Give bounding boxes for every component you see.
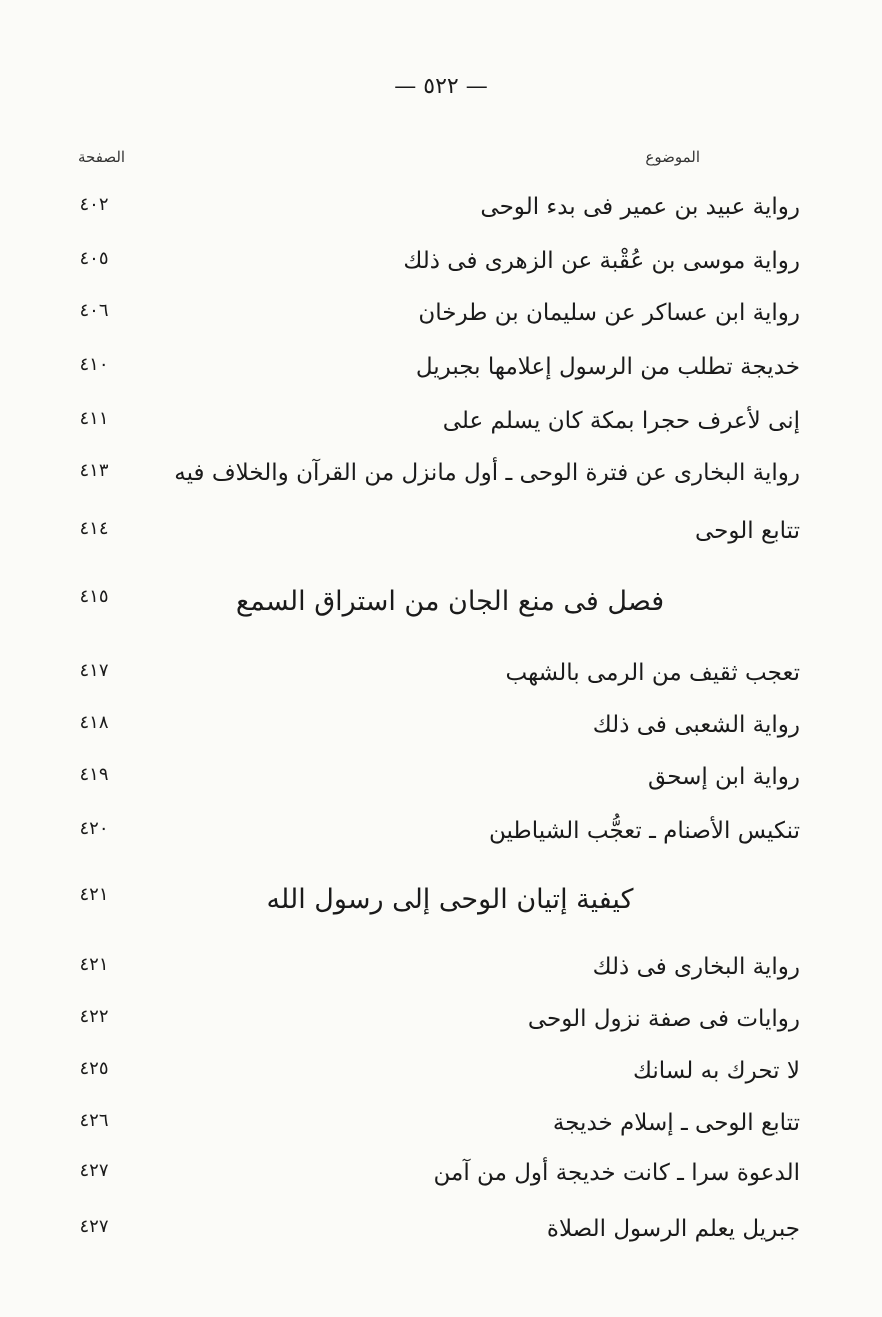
page-number: — ٥٢٢ — [394, 74, 488, 99]
toc-entry [0, 660, 882, 710]
toc-entry [0, 1110, 882, 1160]
toc-section-heading [0, 884, 882, 934]
toc-entry-title: تعجب ثقيف من الرمى بالشهب [505, 660, 800, 686]
toc-entry-page: ٤٢١ [79, 884, 109, 905]
column-header-page: الصفحة [78, 148, 126, 166]
toc-entry-page: ٤١٨ [79, 712, 109, 733]
toc-entry-title: رواية البخارى فى ذلك [592, 954, 800, 980]
toc-entry-title: إنى لأعرف حجرا بمكة كان يسلم على [442, 408, 800, 434]
toc-entry-page: ٤١٧ [79, 660, 109, 681]
toc-entry-page: ٤١٣ [79, 460, 109, 481]
toc-entry [0, 354, 882, 404]
toc-entry [0, 1216, 882, 1266]
toc-entry-title: رواية موسى بن عُقْبة عن الزهرى فى ذلك [403, 248, 800, 274]
toc-entry-page: ٤٢٧ [79, 1160, 109, 1181]
toc-entry-title: رواية ابن عساكر عن سليمان بن طرخان [418, 300, 800, 326]
toc-entry [0, 194, 882, 244]
column-header-subject: الموضوع [645, 148, 700, 166]
toc-entry-title: رواية عبيد بن عمير فى بدء الوحى [480, 194, 800, 220]
toc-section-title: كيفية إتيان الوحى إلى رسول الله [266, 884, 634, 915]
toc-entry [0, 1006, 882, 1056]
toc-entry-title: رواية ابن إسحق [648, 764, 800, 790]
toc-entry-title: روايات فى صفة نزول الوحى [527, 1006, 800, 1032]
toc-entry-title: تتابع الوحى [695, 518, 800, 544]
toc-entry-page: ٤٢٠ [79, 818, 109, 839]
toc-entry-page: ٤٢٦ [79, 1110, 109, 1131]
toc-entry-title: تنكيس الأصنام ـ تعجُّب الشياطين [488, 818, 800, 844]
toc-entry [0, 954, 882, 1004]
toc-entry [0, 460, 882, 510]
toc-entry-title: الدعوة سرا ـ كانت خديجة أول من آمن [433, 1160, 800, 1186]
toc-entry [0, 248, 882, 298]
toc-entry [0, 518, 882, 568]
toc-entry-page: ٤٠٢ [79, 194, 109, 215]
toc-entry [0, 818, 882, 868]
toc-entry-page: ٤١٤ [79, 518, 109, 539]
toc-entry [0, 712, 882, 762]
toc-entry-page: ٤١٠ [79, 354, 109, 375]
toc-entry [0, 408, 882, 458]
toc-entry-title: جبريل يعلم الرسول الصلاة [546, 1216, 800, 1242]
toc-entry-page: ٤٢٥ [79, 1058, 109, 1079]
toc-section-heading [0, 586, 882, 636]
toc-entry-page: ٤٢٢ [79, 1006, 109, 1027]
toc-entry-title: خديجة تطلب من الرسول إعلامها بجبريل [415, 354, 800, 380]
toc-entry-title: لا تحرك به لسانك [633, 1058, 800, 1084]
toc-entry [0, 1160, 882, 1210]
toc-entry-page: ٤٠٦ [79, 300, 109, 321]
toc-entry-page: ٤٢١ [79, 954, 109, 975]
toc-section-title: فصل فى منع الجان من استراق السمع [235, 586, 665, 617]
toc-entry [0, 1058, 882, 1108]
toc-entry-page: ٤١٥ [79, 586, 109, 607]
toc-entry-title: رواية الشعبى فى ذلك [592, 712, 800, 738]
toc-entry [0, 300, 882, 350]
toc-entry-page: ٤١٩ [79, 764, 109, 785]
toc-entry-page: ٤٠٥ [79, 248, 109, 269]
toc-entry-title: رواية البخارى عن فترة الوحى ـ أول مانزل من القرآن والخلاف فيه [174, 460, 800, 486]
toc-entry-page: ٤٢٧ [79, 1216, 109, 1237]
toc-entry [0, 764, 882, 814]
toc-entry-title: تتابع الوحى ـ إسلام خديجة [552, 1110, 800, 1136]
toc-entry-page: ٤١١ [79, 408, 109, 429]
